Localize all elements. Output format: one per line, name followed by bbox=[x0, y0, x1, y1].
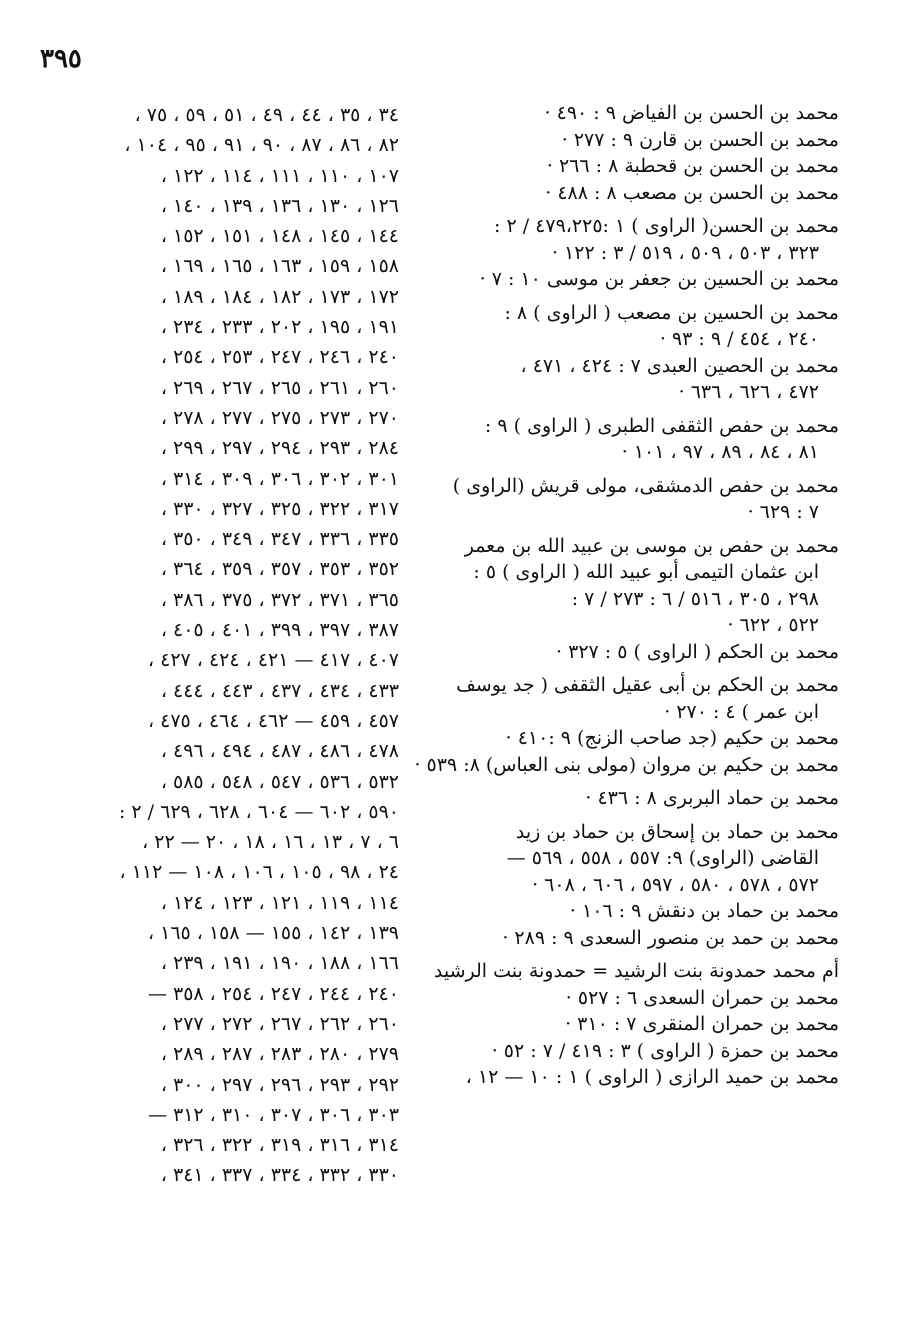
index-entry-line: ٣٢٣ ، ٥٠٣ ، ٥٠٩ ، ٥١٩ / ٣ : ١٢٢ · bbox=[551, 241, 819, 264]
index-entry-line: ٤٧٢ ، ٦٢٦ ، ٦٣٦ · bbox=[678, 381, 819, 403]
index-column-left bbox=[39, 100, 399, 1191]
page-reference-line: ٢٩٢ ، ٢٩٣ ، ٢٩٦ ، ٢٩٧ ، ٣٠٠ ، bbox=[160, 1073, 399, 1096]
index-entry-line: محمد بن حكيم بن مروان (مولى بنى العباس) ٨: ٥٣٩ · bbox=[414, 753, 839, 776]
index-entry-line: ابن عثمان التيمى أبو عبيد الله ( الراوى ) ٥ : bbox=[473, 561, 819, 583]
page-reference-line: ٤٣٣ ، ٤٣٤ ، ٤٣٧ ، ٤٤٣ ، ٤٤٤ ، bbox=[160, 679, 399, 702]
index-entry-line: محمد بن الحسين بن جعفر بن موسى ١٠ : ٧ · bbox=[479, 268, 839, 290]
index-entry-line: محمد بن حميد الرازى ( الراوى ) ١ : ١٠ — ١٢ ، bbox=[465, 1066, 839, 1088]
page-reference-line: ١٤٤ ، ١٤٥ ، ١٤٨ ، ١٥١ ، ١٥٢ ، bbox=[160, 225, 399, 248]
page-reference-line: ٣٠١ ، ٣٠٢ ، ٣٠٦ ، ٣٠٩ ، ٣١٤ ، bbox=[160, 467, 399, 490]
index-entry-line: محمد بن الحسن( الراوى ) ١ :٤٧٩،٢٢٥ / ٢ : bbox=[494, 215, 839, 237]
index-entry-line: محمد بن حكيم (جد صاحب الزنج) ٩ :٤١٠ · bbox=[505, 727, 839, 749]
index-entry-line: محمد بن الحكم ( الراوى ) ٥ : ٣٢٧ · bbox=[556, 640, 839, 663]
page-reference-line: ٣٦٥ ، ٣٧١ ، ٣٧٢ ، ٣٧٥ ، ٣٨٦ ، bbox=[160, 588, 399, 611]
page-reference-line: ٢٧٩ ، ٢٨٠ ، ٢٨٣ ، ٢٨٧ ، ٢٨٩ ، bbox=[160, 1043, 399, 1066]
page-reference-line: ٢٦٠ ، ٢٦١ ، ٢٦٥ ، ٢٦٧ ، ٢٦٩ ، bbox=[160, 376, 399, 399]
index-entry-line: محمد بن حمزة ( الراوى ) ٣ : ٤١٩ / ٧ : ٥٢ · bbox=[491, 1039, 839, 1062]
index-entry-line: ٥٢٢ ، ٦٢٢ · bbox=[727, 614, 819, 636]
index-entry-line: ٧ : ٦٢٩ · bbox=[747, 501, 819, 523]
index-entry-line: محمد بن حفص الدمشقى، مولى قريش (الراوى ) bbox=[452, 474, 839, 497]
page-reference-line: ٣١٧ ، ٣٢٢ ، ٣٢٥ ، ٣٢٧ ، ٣٣٠ ، bbox=[160, 497, 399, 520]
page-reference-line: ٢٤٠ ، ٢٤٤ ، ٢٤٧ ، ٢٥٤ ، ٣٥٨ — bbox=[147, 982, 399, 1005]
index-entry-line: محمد بن حمران السعدى ٦ : ٥٢٧ · bbox=[565, 986, 839, 1009]
page-number: ٣٩٥ bbox=[40, 44, 82, 74]
page-reference-line: ١١٤ ، ١١٩ ، ١٢١ ، ١٢٣ ، ١٢٤ ، bbox=[160, 891, 399, 914]
page-reference-line: ٢٨٤ ، ٢٩٣ ، ٢٩٤ ، ٢٩٧ ، ٢٩٩ ، bbox=[160, 437, 399, 460]
index-entry-line: محمد بن حفص بن موسى بن عبيد الله بن معمر bbox=[464, 534, 839, 557]
page-reference-line: ١٥٨ ، ١٥٩ ، ١٦٣ ، ١٦٥ ، ١٦٩ ، bbox=[160, 255, 399, 278]
index-entry-line: ابن عمر ) ٤ : ٢٧٠ · bbox=[664, 700, 819, 723]
page-reference-line: ٦ ، ٧ ، ١٣ ، ١٦ ، ١٨ ، ٢٠ — ٢٢ ، bbox=[142, 831, 399, 854]
page-reference-line: ٣٣٥ ، ٣٣٦ ، ٣٤٧ ، ٣٤٩ ، ٣٥٠ ، bbox=[160, 528, 399, 551]
index-entry-line: محمد بن الحسين بن مصعب ( الراوى ) ٨ : bbox=[504, 301, 839, 324]
page-reference-line: ٣٤ ، ٣٥ ، ٤٤ ، ٤٩ ، ٥١ ، ٥٩ ، ٧٥ ، bbox=[134, 104, 399, 126]
page-reference-line: ٣٠٣ ، ٣٠٦ ، ٣٠٧ ، ٣١٠ ، ٣١٢ — bbox=[147, 1103, 399, 1126]
page-reference-line: ٢٦٠ ، ٢٦٢ ، ٢٦٧ ، ٢٧٢ ، ٢٧٧ ، bbox=[160, 1012, 399, 1035]
page-reference-line: ١٩١ ، ١٩٥ ، ٢٠٢ ، ٢٣٣ ، ٢٣٤ ، bbox=[160, 316, 399, 339]
page-reference-line: ٤٥٧ ، ٤٥٩ — ٤٦٢ ، ٤٦٤ ، ٤٧٥ ، bbox=[147, 709, 399, 732]
page-reference-line: ٣٨٧ ، ٣٩٧ ، ٣٩٩ ، ٤٠١ ، ٤٠٥ ، bbox=[160, 619, 399, 642]
index-entry-line: محمد بن الحسن بن الفياض ٩ : ٤٩٠ · bbox=[544, 102, 839, 124]
page-reference-line: ٨٢ ، ٨٦ ، ٨٧ ، ٩٠ ، ٩١ ، ٩٥ ، ١٠٤ ، bbox=[124, 134, 399, 157]
index-entry-line: محمد بن حماد بن إسحاق بن حماد بن زيد bbox=[515, 820, 839, 843]
index-entry-line: ٢٩٨ ، ٣٠٥ ، ٥١٦ / ٦ : ٢٧٣ / ٧ : bbox=[571, 587, 819, 610]
page-reference-line: ١٧٢ ، ١٧٣ ، ١٨٢ ، ١٨٤ ، ١٨٩ ، bbox=[160, 285, 399, 308]
page-reference-line: ٣١٤ ، ٣١٦ ، ٣١٩ ، ٣٢٢ ، ٣٢٦ ، bbox=[160, 1134, 399, 1157]
index-entry-line: محمد بن حماد البربرى ٨ : ٤٣٦ · bbox=[585, 787, 839, 809]
index-entry-line: القاضى (الراوى) ٩: ٥٥٧ ، ٥٥٨ ، ٥٦٩ — bbox=[506, 847, 819, 869]
page-reference-line: ١٦٦ ، ١٨٨ ، ١٩٠ ، ١٩١ ، ٢٣٩ ، bbox=[160, 952, 399, 975]
index-entry-line: محمد بن الحكم بن أبى عقيل الثقفى ( جد يوسف bbox=[456, 674, 839, 696]
index-entry-line: ٥٧٢ ، ٥٧٨ ، ٥٨٠ ، ٥٩٧ ، ٦٠٦ ، ٦٠٨ · bbox=[532, 873, 819, 896]
page-reference-line: ٤٧٨ ، ٤٨٦ ، ٤٨٧ ، ٤٩٤ ، ٤٩٦ ، bbox=[160, 740, 399, 763]
index-entry-line: محمد بن الحسن بن مصعب ٨ : ٤٨٨ · bbox=[545, 181, 839, 204]
page-reference-line: ٤٠٧ ، ٤١٧ — ٤٢١ ، ٤٢٤ ، ٤٢٧ ، bbox=[147, 649, 399, 672]
page-reference-line: ٢٤ ، ٩٨ ، ١٠٥ ، ١٠٦ ، ١٠٨ — ١١٢ ، bbox=[119, 861, 399, 884]
index-entry-line: محمد بن الحصين العبدى ٧ : ٤٢٤ ، ٤٧١ ، bbox=[520, 354, 839, 377]
index-column-right bbox=[414, 100, 839, 1091]
index-entry-line: محمد بن الحسن بن قارن ٩ : ٢٧٧ · bbox=[561, 128, 839, 151]
page-reference-line: ٢٧٠ ، ٢٧٣ ، ٢٧٥ ، ٢٧٧ ، ٢٧٨ ، bbox=[160, 406, 399, 429]
page-reference-line: ١٣٩ ، ١٤٢ ، ١٥٥ — ١٥٨ ، ١٦٥ ، bbox=[147, 922, 399, 945]
index-entry-line: محمد بن حماد بن دنقش ٩ : ١٠٦ · bbox=[569, 900, 839, 922]
index-entry-line: محمد بن حفص الثقفى الطبرى ( الراوى ) ٩ : bbox=[484, 414, 839, 437]
page-reference-line: ١٢٦ ، ١٣٠ ، ١٣٦ ، ١٣٩ ، ١٤٠ ، bbox=[160, 194, 399, 217]
page-reference-line: ٣٥٢ ، ٣٥٣ ، ٣٥٧ ، ٣٥٩ ، ٣٦٤ ، bbox=[160, 558, 399, 581]
page-reference-line: ٢٤٠ ، ٢٤٦ ، ٢٤٧ ، ٢٥٣ ، ٢٥٤ ، bbox=[160, 346, 399, 369]
index-entry-line: ٨١ ، ٨٤ ، ٨٩ ، ٩٧ ، ١٠١ · bbox=[621, 441, 819, 463]
index-entry-line: محمد بن الحسن بن قحطبة ٨ : ٢٦٦ · bbox=[546, 155, 839, 177]
page-reference-line: ١٠٧ ، ١١٠ ، ١١١ ، ١١٤ ، ١٢٢ ، bbox=[160, 164, 399, 187]
page-reference-line: ٣٣٠ ، ٣٣٢ ، ٣٣٤ ، ٣٣٧ ، ٣٤١ ، bbox=[160, 1164, 399, 1187]
page-reference-line: ٥٩٠ ، ٦٠٢ — ٦٠٤ ، ٦٢٨ ، ٦٢٩ / ٢ : bbox=[118, 800, 399, 823]
index-entry-line: ٢٤٠ ، ٤٥٤ / ٩ : ٩٣ · bbox=[659, 328, 819, 350]
index-entry-line: محمد بن حمد بن منصور السعدى ٩ : ٢٨٩ · bbox=[502, 926, 839, 949]
page-reference-line: ٥٣٢ ، ٥٣٦ ، ٥٤٧ ، ٥٤٨ ، ٥٨٥ ، bbox=[160, 770, 399, 793]
index-entry-line: محمد بن حمران المنقرى ٧ : ٣١٠ · bbox=[565, 1013, 839, 1035]
index-entry-line: أم محمد حمدونة بنت الرشيد = حمدونة بنت الرشيد bbox=[433, 960, 839, 982]
